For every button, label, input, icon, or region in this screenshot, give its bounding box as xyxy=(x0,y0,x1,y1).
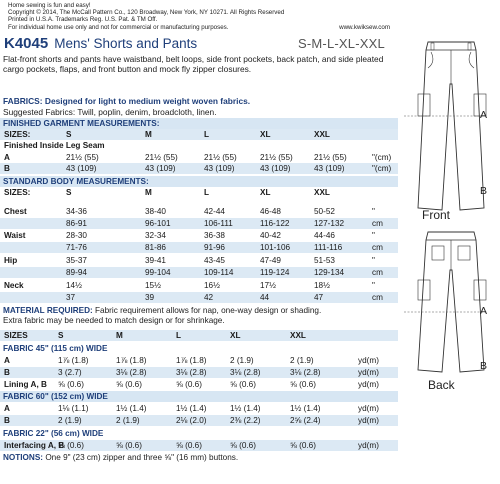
size-xxl: XXL xyxy=(290,331,306,340)
body-heading: STANDARD BODY MEASUREMENTS: xyxy=(0,176,398,187)
cell: 1⅞ (1.8) xyxy=(58,356,89,365)
cell: 99-104 xyxy=(145,268,171,277)
cell: 127-132 xyxy=(314,219,345,228)
cell: ⅝ (0.6) xyxy=(176,441,202,450)
cell: 35-37 xyxy=(66,256,87,265)
cell: 43-45 xyxy=(204,256,225,265)
sizes-label: SIZES: xyxy=(4,188,31,197)
table-row xyxy=(0,280,398,291)
unit: yd(m) xyxy=(358,416,379,425)
notions-text: One 9" (23 cm) zipper and three ⅝" (16 mm) buttons. xyxy=(45,453,239,462)
unit: cm xyxy=(372,293,383,302)
suggested-fabrics: Suggested Fabrics: Twill, poplin, denim, broadcloth, linen. xyxy=(3,107,217,117)
pattern-title xyxy=(4,35,197,53)
cell: ⅝ (0.6) xyxy=(176,380,202,389)
cell: 2⅜ (2.2) xyxy=(230,416,261,425)
sizes-label: SIZES xyxy=(4,331,28,340)
leg-seam-label: Finished Inside Leg Seam xyxy=(4,141,105,150)
cell: 15½ xyxy=(145,281,161,290)
table-row xyxy=(0,230,398,241)
cell: 21½ (55) xyxy=(66,153,99,162)
table-row xyxy=(0,415,398,426)
cell: 40-42 xyxy=(260,231,281,240)
cell: ⅝ (0.6) xyxy=(230,441,256,450)
cell: 38-40 xyxy=(145,207,166,216)
cell: 34-36 xyxy=(66,207,87,216)
front-marker-a: A xyxy=(480,109,488,121)
table-row xyxy=(0,242,398,253)
size-xl: XL xyxy=(230,331,241,340)
cell: 43 (109) xyxy=(204,164,235,173)
back-pants-illustration xyxy=(404,228,500,378)
cell: 28-30 xyxy=(66,231,87,240)
fabrics-label: FABRICS: xyxy=(3,96,43,106)
cell: 2⅛ (2.0) xyxy=(176,416,207,425)
cell: 21½ (55) xyxy=(260,153,293,162)
pattern-description: Flat-front shorts and pants have waistband, belt loops, side front pockets, back patch, and side pleated cargo pockets, flaps, and front button and mock fly zipper closures. xyxy=(3,54,384,75)
cell: 32-34 xyxy=(145,231,166,240)
cell: ⅝ (0.6) xyxy=(58,441,84,450)
table-row xyxy=(0,367,398,378)
cell: 21½ (55) xyxy=(314,153,347,162)
cell: ⅝ (0.6) xyxy=(290,380,316,389)
row-label: Hip xyxy=(4,256,18,265)
cell: 37 xyxy=(66,293,76,302)
cell: 43 (109) xyxy=(145,164,176,173)
cell: 1½ (1.4) xyxy=(230,404,261,413)
cell: 39 xyxy=(145,293,155,302)
size-l: L xyxy=(204,188,210,197)
cell: 51-53 xyxy=(314,256,335,265)
back-marker-b: B xyxy=(480,360,488,372)
fabric-22-heading: FABRIC 22" (56 cm) WIDE xyxy=(0,428,398,439)
notions-line xyxy=(3,453,238,463)
cell: 2 (1.9) xyxy=(290,356,314,365)
size-m: M xyxy=(145,130,152,139)
material-label: MATERIAL REQUIRED: xyxy=(3,306,93,315)
header-copyright: Copyright © 2014, The McCall Pattern Co., 120 Broadway, New York, NY 10271. All Rights Reserved xyxy=(8,9,285,16)
cell: 91-96 xyxy=(204,243,225,252)
row-label: Waist xyxy=(4,231,26,240)
website-link[interactable]: www.kwiksew.com xyxy=(339,24,390,31)
table-row xyxy=(0,440,398,451)
cell: 3⅛ (2.8) xyxy=(290,368,321,377)
table-row xyxy=(0,218,398,229)
cell: 44-46 xyxy=(314,231,335,240)
back-marker-a: A xyxy=(480,305,488,317)
cell: 96-101 xyxy=(145,219,171,228)
notions-label: NOTIONS: xyxy=(3,453,44,462)
cell: 47 xyxy=(314,293,324,302)
cell: 46-48 xyxy=(260,207,281,216)
size-l: L xyxy=(176,331,182,340)
row-label: A xyxy=(4,153,10,162)
cell: 106-111 xyxy=(204,219,233,228)
cell: 1½ (1.4) xyxy=(176,404,207,413)
material-line-1 xyxy=(3,306,321,316)
cell: 71-76 xyxy=(66,243,87,252)
cell: 36-38 xyxy=(204,231,225,240)
size-m: M xyxy=(116,331,123,340)
finished-heading: FINISHED GARMENT MEASUREMENTS: xyxy=(0,118,398,129)
size-xl: XL xyxy=(260,188,271,197)
cell: ⅝ (0.6) xyxy=(290,441,316,450)
sizes-label: SIZES: xyxy=(4,130,31,139)
cell: 1⅞ (1.8) xyxy=(176,356,207,365)
material-sizes-row xyxy=(0,330,398,341)
material-text-2: Extra fabric may be needed to match design or for shrinkage. xyxy=(3,316,225,325)
unit: cm xyxy=(372,219,383,228)
row-label: Interfacing A, B xyxy=(4,441,65,450)
row-label: B xyxy=(4,164,10,173)
header-usage: For individual home use only and not for commercial or manufacturing purposes. xyxy=(8,24,229,31)
cell: 2 (1.9) xyxy=(58,416,82,425)
cell: 47-49 xyxy=(260,256,281,265)
cell: 3⅛ (2.8) xyxy=(116,368,147,377)
cell: 89-94 xyxy=(66,268,87,277)
unit: "(cm) xyxy=(372,153,392,162)
unit: "(cm) xyxy=(372,164,392,173)
size-s: S xyxy=(58,331,64,340)
unit: " xyxy=(372,281,375,290)
row-label: A xyxy=(4,404,10,413)
cell: 129-134 xyxy=(314,268,345,277)
table-row xyxy=(0,355,398,366)
cell: 43 (109) xyxy=(314,164,345,173)
row-label: Chest xyxy=(4,207,27,216)
cell: 101-106 xyxy=(260,243,291,252)
body-sizes-row xyxy=(0,187,398,198)
cell: ⅝ (0.6) xyxy=(230,380,256,389)
size-l: L xyxy=(204,130,210,139)
unit: cm xyxy=(372,268,383,277)
cell: 17½ xyxy=(260,281,276,290)
cell: 1⅛ (1.1) xyxy=(58,404,89,413)
cell: 116-122 xyxy=(260,219,290,228)
cell: 3 (2.7) xyxy=(58,368,82,377)
pattern-sizes: S-M-L-XL-XXL xyxy=(298,36,385,51)
cell: ⅝ (0.6) xyxy=(58,380,84,389)
cell: 1½ (1.4) xyxy=(290,404,321,413)
row-label: B xyxy=(4,416,10,425)
size-s: S xyxy=(66,130,72,139)
cell: 3⅛ (2.8) xyxy=(230,368,261,377)
cell: 119-124 xyxy=(260,268,290,277)
unit: cm xyxy=(372,243,383,252)
cell: 21½ (55) xyxy=(204,153,237,162)
unit: " xyxy=(372,256,375,265)
header-tagline: Home sewing is fun and easy! xyxy=(8,2,91,9)
cell: 1½ (1.4) xyxy=(116,404,147,413)
cell: 44 xyxy=(260,293,270,302)
cell: ⅝ (0.6) xyxy=(116,380,142,389)
cell: 2 (1.9) xyxy=(116,416,140,425)
cell: 2 (1.9) xyxy=(230,356,254,365)
table-row xyxy=(0,163,398,174)
row-label: B xyxy=(4,368,10,377)
front-label: Front xyxy=(422,208,451,222)
fabric-45-heading: FABRIC 45" (115 cm) WIDE xyxy=(0,343,398,354)
cell: 16½ xyxy=(204,281,220,290)
table-row xyxy=(0,206,398,217)
unit: " xyxy=(372,231,375,240)
cell: 2⅝ (2.4) xyxy=(290,416,321,425)
cell: 42-44 xyxy=(204,207,225,216)
table-row xyxy=(0,379,398,390)
table-row xyxy=(0,292,398,303)
cell: 14½ xyxy=(66,281,82,290)
unit: " xyxy=(372,207,375,216)
cell: 42 xyxy=(204,293,214,302)
unit: yd(m) xyxy=(358,368,379,377)
finished-subheading xyxy=(0,140,398,151)
cell: 43 (109) xyxy=(260,164,291,173)
cell: 111-116 xyxy=(314,243,343,252)
cell: 3⅛ (2.8) xyxy=(176,368,207,377)
row-label: Lining A, B xyxy=(4,380,47,389)
unit: yd(m) xyxy=(358,404,379,413)
cell: 109-114 xyxy=(204,268,234,277)
fabrics-line xyxy=(3,96,250,106)
finished-sizes-row xyxy=(0,129,398,140)
pattern-name: Mens' Shorts and Pants xyxy=(54,36,198,51)
size-xxl: XXL xyxy=(314,188,330,197)
row-label: Neck xyxy=(4,281,24,290)
unit: yd(m) xyxy=(358,380,379,389)
back-label: Back xyxy=(428,378,455,392)
table-row xyxy=(0,403,398,414)
size-m: M xyxy=(145,188,152,197)
header-printed: Printed in U.S.A. Trademarks Reg. U.S. Pat. & TM Off. xyxy=(8,16,158,23)
size-xxl: XXL xyxy=(314,130,330,139)
table-row xyxy=(0,255,398,266)
material-text-1: Fabric requirement allows for nap, one-way design or shading. xyxy=(95,306,322,315)
row-label: A xyxy=(4,356,10,365)
cell: 18½ xyxy=(314,281,330,290)
cell: ⅝ (0.6) xyxy=(116,441,142,450)
table-row xyxy=(0,152,398,163)
front-marker-b: B xyxy=(480,185,488,197)
size-s: S xyxy=(66,188,72,197)
table-row xyxy=(0,267,398,278)
unit: yd(m) xyxy=(358,441,379,450)
cell: 86-91 xyxy=(66,219,87,228)
cell: 50-52 xyxy=(314,207,335,216)
cell: 1⅞ (1.8) xyxy=(116,356,147,365)
cell: 39-41 xyxy=(145,256,166,265)
fabric-60-heading: FABRIC 60" (152 cm) WIDE xyxy=(0,391,398,402)
cell: 21½ (55) xyxy=(145,153,178,162)
cell: 81-86 xyxy=(145,243,166,252)
fabrics-text: Designed for light to medium weight woven fabrics. xyxy=(44,96,251,106)
pattern-number: K4045 xyxy=(4,35,49,52)
unit: yd(m) xyxy=(358,356,379,365)
cell: 43 (109) xyxy=(66,164,97,173)
size-xl: XL xyxy=(260,130,271,139)
